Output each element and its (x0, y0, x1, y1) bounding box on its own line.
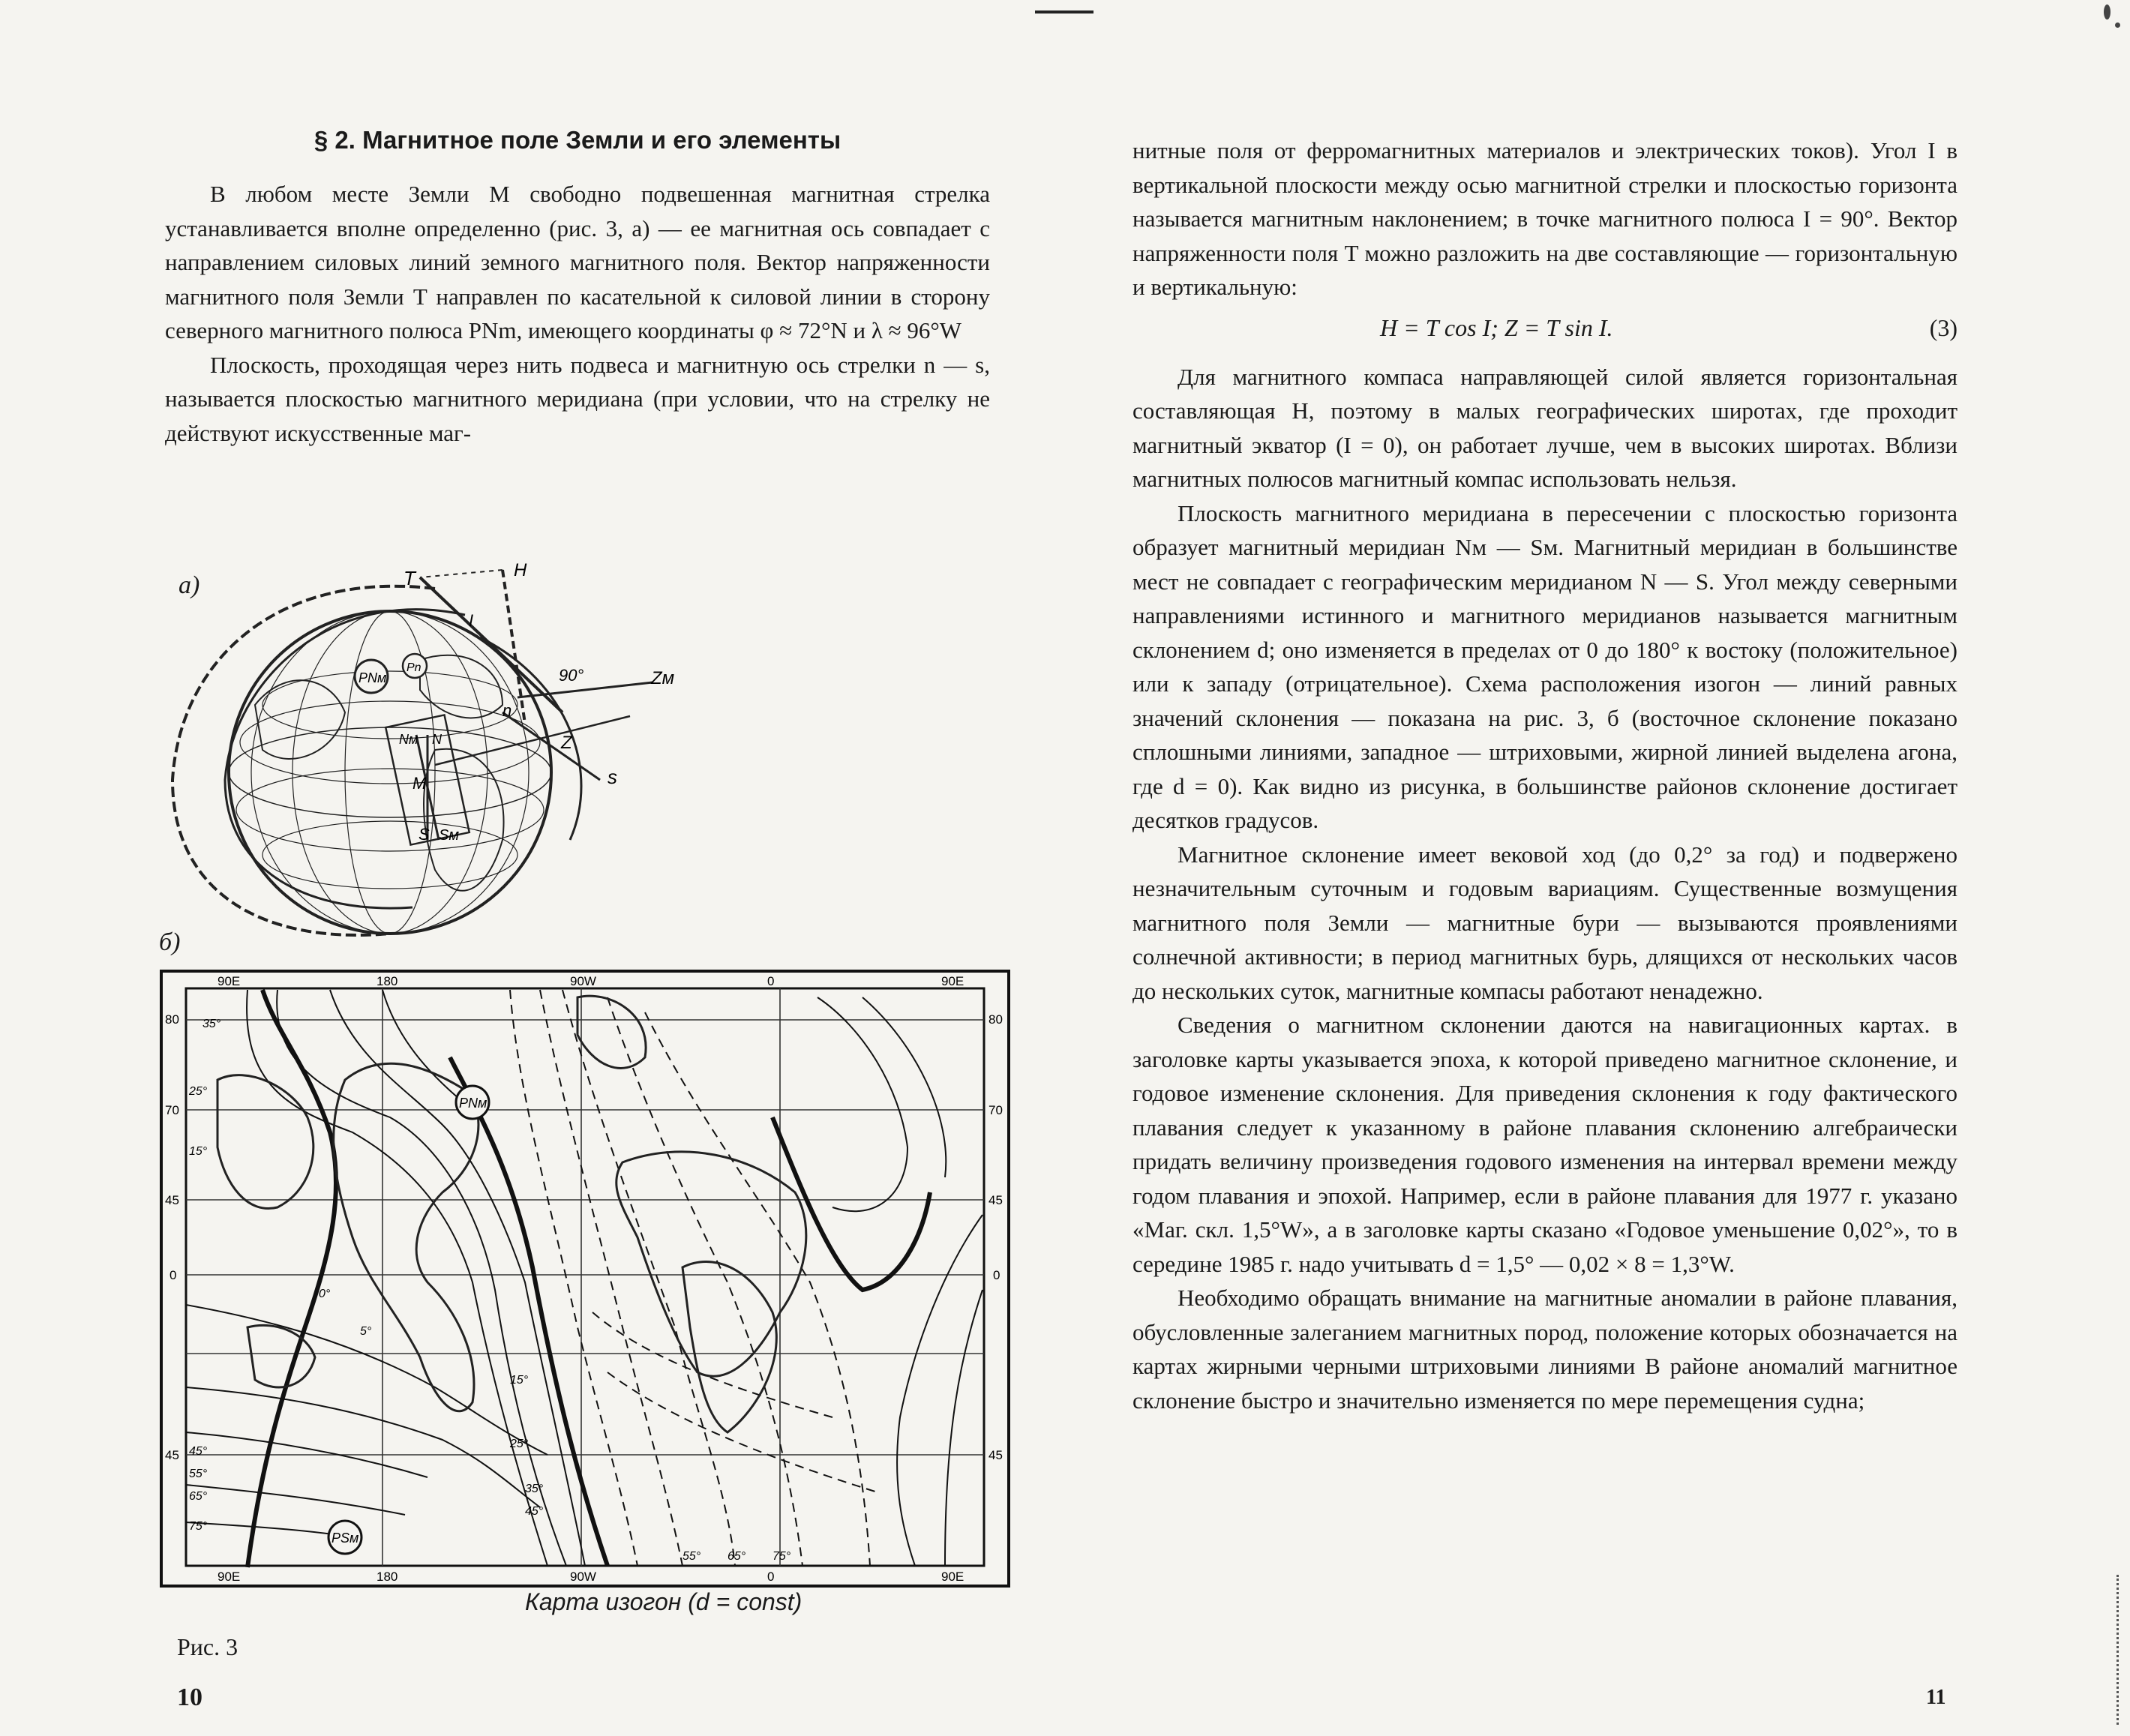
map-lat-label: 80 (165, 1012, 179, 1027)
map-lon-label: 90E (941, 1570, 964, 1584)
isogon-line (247, 990, 548, 1566)
isogon-dashed-line (608, 997, 802, 1566)
map-pole-north-label: PNм (459, 1096, 488, 1111)
isogon-dashed-line (608, 1372, 878, 1492)
vector-Z (435, 716, 630, 765)
isogon-line (186, 1485, 405, 1515)
globe (229, 611, 551, 934)
figure-label-b: б) (159, 928, 181, 956)
section-title: § 2. Магнитное поле Земли и его элементы (314, 126, 842, 154)
page-number-left: 10 (177, 1684, 202, 1711)
contour-label: 75° (772, 1550, 791, 1563)
map-lon-label: 0 (767, 1570, 775, 1584)
coastline (218, 1075, 314, 1209)
right-paragraph: Сведения о магнитном склонении даются на навигационных картах. в заголовке карты указывается эпоха, к которой приведено магнитное склонение, и годовое изменение склонения. Для приведения склонения к году фактического плавания следует к указанному в районе плавания склонению алгебраически придать величину произведения годового изменения на интервал времени между годом плавания и эпохой. Например, если в районе плавания для 1977 г. указано «Маг. скл. 1,5°W», а в заголовке карты сказано «Годовое уменьшение 0,02°», то в середине 1985 г. надо учитывать d = 1,5° — 0,02 × 8 = 1,3°W. (1132, 1012, 1958, 1277)
right-paragraph: Необходимо обращать внимание на магнитные аномалии в районе плавания, обусловленные залеганием магнитных пород, положение которых обозначается на картах жирными черными штриховыми линиями В районе аномалий магнитное склонение быстро и значительно изменяется по мере перемещения судна; (1132, 1285, 1958, 1414)
label-M: M (412, 774, 427, 793)
isogon-dashed-line (540, 990, 682, 1566)
contour-label: 25° (189, 1085, 208, 1098)
label-Zm: Zм (651, 668, 675, 688)
isogon-line (897, 1215, 982, 1566)
contour-label: 45° (189, 1445, 208, 1458)
continent-outline (420, 655, 502, 718)
label-Nm: Nм (399, 732, 418, 747)
contour-label: 65° (189, 1490, 208, 1503)
map-lat-label: 45 (988, 1448, 1003, 1462)
scan-speck (2115, 22, 2120, 28)
map-lon-label: 180 (376, 1570, 398, 1584)
vector-T (420, 577, 562, 712)
formula-3 (1132, 309, 1958, 352)
right-paragraph: нитные поля от ферромагнитных материалов и электрических токов). Угол I в вертикальной плоскости между осью магнитной стрелки и плоскостью горизонта называется магнитным наклонением; в точке магнитного полюса I = 90°. Вектор напряженности поля T можно разложить на две составляющие — горизонтальную и вертикальную: (1132, 137, 1958, 300)
map-lat-label: 45 (165, 1193, 179, 1207)
globe-grid (262, 821, 518, 889)
label-N: N (432, 732, 442, 747)
contour-label: 65° (728, 1550, 746, 1563)
formula-number: (3) (1929, 313, 1958, 341)
coastline (616, 1152, 806, 1376)
continent-outline (255, 680, 345, 759)
left-paragraph: Плоскость, проходящая через нить подвеса и магнитную ось стрелки n — s, называется плоскостью магнитного меридиана (при условии, что на стрелку не действуют искусственные маг- (165, 351, 990, 446)
map-lat-label: 70 (988, 1103, 1003, 1117)
label-I: I (469, 611, 474, 630)
isogon-dashed-line (562, 990, 735, 1566)
right-paragraph: Магнитное склонение имеет вековой ход (до 0,2° за год) и подвержено незначительным суточным и годовым вариациям. Существенные возмущения магнитного поля Земли — магнитные бури — вызываются проявлениями солнечной активности; в период магнитных бурь, длящихся от нескольких часов до нескольких суток, магнитные компасы работают ненадежно. (1132, 841, 1958, 1004)
left-text-column (165, 177, 990, 450)
formula-text: H = T cos I; Z = T sin I. (1380, 313, 1613, 341)
figure-label-a: а) (178, 571, 200, 599)
globe-grid (236, 769, 544, 851)
label-n: n (502, 701, 512, 720)
contour-label: 5° (360, 1325, 372, 1338)
map-lat-label: 70 (165, 1103, 179, 1117)
map-lon-label: 90E (218, 974, 241, 988)
map-lat-label: 45 (165, 1448, 179, 1462)
isogon-line (945, 1290, 982, 1566)
map-lat-label: 80 (988, 1012, 1003, 1027)
label-PNm: PNм (358, 670, 387, 685)
contour-label: 45° (525, 1505, 544, 1518)
map-lat-label: 45 (988, 1193, 1003, 1207)
isogon-dashed-line (510, 990, 638, 1566)
scan-speck (2104, 4, 2110, 19)
figure-caption: Карта изогон (d = const) (525, 1588, 802, 1615)
label-s: s (608, 766, 617, 788)
map-lon-label: 90W (570, 1570, 596, 1584)
coastline (334, 1063, 478, 1411)
isogon-dashed-line (592, 1312, 832, 1417)
contour-label: 55° (189, 1468, 208, 1480)
globe-grid (262, 671, 518, 739)
map-lon-label: 0 (767, 974, 775, 988)
contour-label: 15° (189, 1145, 208, 1158)
contour-label: 25° (510, 1438, 529, 1450)
coastline (578, 996, 646, 1068)
agonic-line (248, 990, 336, 1567)
page-number-right: 11 (1926, 1686, 1946, 1709)
map-lon-label: 90W (570, 974, 596, 988)
map-lon-label: 90E (218, 1570, 241, 1584)
left-paragraph: В любом месте Земли М свободно подвешенная магнитная стрелка устанавливается вполне определенно (рис. 3, а) — ее магнитная ось совпадает с направлением силовых линий земного магнитного поля. Вектор напряженности магнитного поля Земли T направлен по касательной к силовой линии в сторону северного магнитного полюса PNm, имеющего координаты φ ≈ 72°N и λ ≈ 96°W (165, 181, 990, 343)
map-pole-south-label: PSм (332, 1531, 359, 1546)
right-paragraph: Плоскость магнитного меридиана в пересечении с плоскостью горизонта образует магнитный меридиан Nм — Sм. Магнитный меридиан в большинстве мест не совпадает с географическим меридианом N — S. Угол между северными направлениями истинного и магнитного меридианов называется магнитным склонением d; оно изменяется в пределах от 0 до 180° к востоку (положительное) или к западу (отрицательное). Схема расположения изогон — линий равных значений склонения — показана на рис. 3, б (восточное склонение показано сплошными линиями, западное — штриховыми, жирной линией выделена агона, где d = 0). Как видно из рисунка, в большинстве районов склонение достигает десятков градусов. (1132, 499, 1958, 833)
label-H: H (514, 560, 527, 580)
contour-label: 35° (202, 1018, 221, 1030)
map-lat-label: 0 (993, 1268, 1000, 1282)
contour-label: 75° (189, 1520, 208, 1533)
map-lon-label: 90E (941, 974, 964, 988)
contour-label: 35° (525, 1483, 544, 1495)
isogon-line (862, 997, 946, 1177)
field-line (172, 586, 435, 935)
label-Pn: Pn (406, 661, 422, 674)
label-Sm: Sм (439, 827, 460, 844)
label-90: 90° (559, 666, 584, 685)
right-text-column (1132, 133, 1958, 1417)
label-S: S (418, 825, 430, 844)
vector-projection (420, 570, 502, 577)
map-lon-label: 180 (376, 974, 398, 988)
label-Z: Z (561, 733, 572, 753)
isogon-line (186, 1387, 540, 1507)
globe-grid (240, 701, 540, 784)
contour-label: 55° (682, 1550, 701, 1563)
label-T: T (404, 567, 416, 589)
contour-label: 0° (319, 1288, 331, 1300)
figure-number: Рис. 3 (177, 1633, 238, 1660)
map-lat-label: 0 (170, 1268, 177, 1282)
contour-label: 15° (510, 1374, 529, 1387)
scan-edge (2116, 1575, 2125, 1725)
globe-diagram (150, 555, 675, 960)
right-paragraph: Для магнитного компаса направляющей силой является горизонтальная составляющая H, поэтому в малых географических широтах, где проходит магнитный экватор (I = 0), он работает лучше, чем в высоких широтах. Вблизи магнитных полюсов магнитный компас использовать нельзя. (1132, 363, 1958, 492)
isogon-map (158, 967, 1020, 1590)
